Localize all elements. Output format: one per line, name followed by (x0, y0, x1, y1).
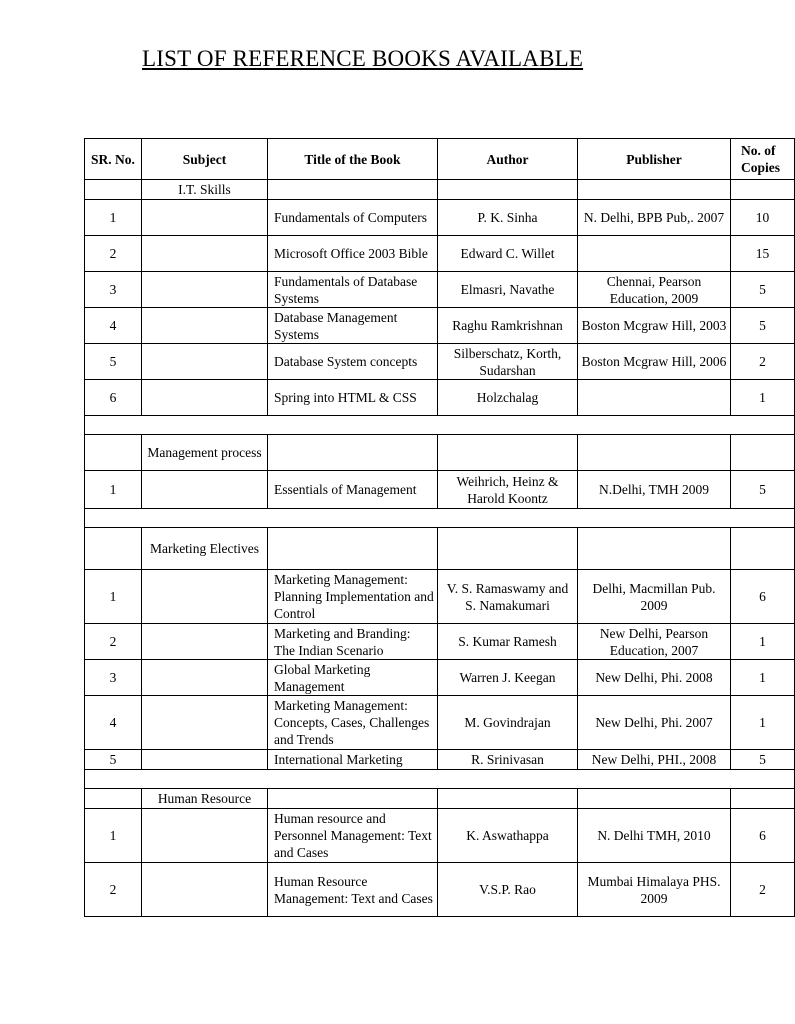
cell-copies: 5 (731, 272, 795, 308)
header-sr: SR. No. (85, 139, 142, 180)
cell-title: Marketing Management: Planning Implementation and Control (268, 570, 438, 624)
cell-author: Edward C. Willet (438, 236, 578, 272)
empty-cell (268, 528, 438, 570)
cell-copies: 6 (731, 570, 795, 624)
header-publisher: Publisher (578, 139, 731, 180)
cell-title: Fundamentals of Computers (268, 200, 438, 236)
cell-copies: 6 (731, 809, 795, 863)
cell-subject (142, 344, 268, 380)
cell-subject (142, 660, 268, 696)
cell-copies: 15 (731, 236, 795, 272)
empty-cell (438, 180, 578, 200)
empty-cell (731, 180, 795, 200)
empty-cell (578, 435, 731, 471)
empty-cell (578, 180, 731, 200)
subject-label: Marketing Electives (142, 528, 268, 570)
table-row (85, 236, 795, 272)
cell-subject (142, 200, 268, 236)
cell-publisher: N.Delhi, TMH 2009 (578, 471, 731, 509)
cell-copies: 10 (731, 200, 795, 236)
table-row (85, 200, 795, 236)
table-row (85, 696, 795, 750)
cell-copies: 1 (731, 660, 795, 696)
cell-sr: 1 (85, 471, 142, 509)
table-row (85, 380, 795, 416)
table-row (85, 272, 795, 308)
cell-title: Marketing and Branding: The Indian Scenario (268, 624, 438, 660)
cell-sr: 1 (85, 200, 142, 236)
table-row (85, 624, 795, 660)
cell-author: Weihrich, Heinz & Harold Koontz (438, 471, 578, 509)
separator-cell (85, 770, 795, 789)
cell-title: International Marketing (268, 750, 438, 770)
cell-subject (142, 236, 268, 272)
cell-author: Warren J. Keegan (438, 660, 578, 696)
cell-subject (142, 308, 268, 344)
cell-author: K. Aswathappa (438, 809, 578, 863)
table-row (85, 750, 795, 770)
cell-title: Fundamentals of Database Systems (268, 272, 438, 308)
cell-sr: 4 (85, 308, 142, 344)
cell-subject (142, 809, 268, 863)
table-row (85, 471, 795, 509)
cell-author: Raghu Ramkrishnan (438, 308, 578, 344)
empty-cell (85, 435, 142, 471)
header-author: Author (438, 139, 578, 180)
subject-label: I.T. Skills (142, 180, 268, 200)
cell-sr: 6 (85, 380, 142, 416)
cell-author: V.S.P. Rao (438, 863, 578, 917)
cell-sr: 5 (85, 750, 142, 770)
cell-copies: 5 (731, 471, 795, 509)
cell-title: Human resource and Personnel Management: Text and Cases (268, 809, 438, 863)
cell-subject (142, 380, 268, 416)
cell-copies: 1 (731, 380, 795, 416)
cell-subject (142, 471, 268, 509)
cell-subject (142, 624, 268, 660)
empty-cell (731, 528, 795, 570)
header-subject: Subject (142, 139, 268, 180)
separator-row (85, 770, 795, 789)
empty-cell (85, 180, 142, 200)
subject-label: Management process (142, 435, 268, 471)
subject-row (85, 789, 795, 809)
cell-author: Silberschatz, Korth, Sudarshan (438, 344, 578, 380)
empty-cell (438, 435, 578, 471)
cell-title: Essentials of Management (268, 471, 438, 509)
cell-author: P. K. Sinha (438, 200, 578, 236)
cell-copies: 1 (731, 696, 795, 750)
cell-subject (142, 696, 268, 750)
cell-sr: 4 (85, 696, 142, 750)
table-row (85, 308, 795, 344)
cell-publisher: Delhi, Macmillan Pub. 2009 (578, 570, 731, 624)
cell-publisher: N. Delhi, BPB Pub,. 2007 (578, 200, 731, 236)
cell-sr: 2 (85, 624, 142, 660)
cell-sr: 1 (85, 570, 142, 624)
table-row (85, 863, 795, 917)
cell-publisher (578, 380, 731, 416)
cell-subject (142, 863, 268, 917)
cell-publisher (578, 236, 731, 272)
header-copies: No. of Copies (731, 139, 795, 180)
cell-publisher: Mumbai Himalaya PHS. 2009 (578, 863, 731, 917)
empty-cell (85, 789, 142, 809)
subject-row (85, 435, 795, 471)
cell-copies: 1 (731, 624, 795, 660)
cell-copies: 5 (731, 308, 795, 344)
subject-row (85, 180, 795, 200)
separator-cell (85, 416, 795, 435)
cell-publisher: New Delhi, Phi. 2008 (578, 660, 731, 696)
cell-publisher: Boston Mcgraw Hill, 2006 (578, 344, 731, 380)
books-table (84, 138, 795, 917)
cell-publisher: N. Delhi TMH, 2010 (578, 809, 731, 863)
table-row (85, 660, 795, 696)
cell-author: Elmasri, Navathe (438, 272, 578, 308)
empty-cell (268, 180, 438, 200)
cell-publisher: New Delhi, PHI., 2008 (578, 750, 731, 770)
table-row (85, 570, 795, 624)
page-title: LIST OF REFERENCE BOOKS AVAILABLE (142, 46, 584, 71)
cell-title: Human Resource Management: Text and Cases (268, 863, 438, 917)
cell-sr: 5 (85, 344, 142, 380)
cell-title: Microsoft Office 2003 Bible (268, 236, 438, 272)
cell-publisher: New Delhi, Pearson Education, 2007 (578, 624, 731, 660)
empty-cell (85, 528, 142, 570)
separator-row (85, 509, 795, 528)
cell-sr: 2 (85, 863, 142, 917)
cell-title: Database System concepts (268, 344, 438, 380)
empty-cell (268, 789, 438, 809)
cell-subject (142, 570, 268, 624)
cell-subject (142, 272, 268, 308)
cell-subject (142, 750, 268, 770)
cell-author: M. Govindrajan (438, 696, 578, 750)
table-row (85, 344, 795, 380)
cell-publisher: Boston Mcgraw Hill, 2003 (578, 308, 731, 344)
cell-sr: 3 (85, 660, 142, 696)
empty-cell (438, 789, 578, 809)
header-title: Title of the Book (268, 139, 438, 180)
cell-title: Database Management Systems (268, 308, 438, 344)
cell-title: Marketing Management: Concepts, Cases, Challenges and Trends (268, 696, 438, 750)
empty-cell (268, 435, 438, 471)
empty-cell (438, 528, 578, 570)
cell-copies: 2 (731, 344, 795, 380)
cell-copies: 2 (731, 863, 795, 917)
table-row (85, 809, 795, 863)
empty-cell (731, 435, 795, 471)
separator-row (85, 416, 795, 435)
cell-author: V. S. Ramaswamy and S. Namakumari (438, 570, 578, 624)
cell-title: Spring into HTML & CSS (268, 380, 438, 416)
empty-cell (578, 528, 731, 570)
cell-sr: 1 (85, 809, 142, 863)
cell-author: R. Srinivasan (438, 750, 578, 770)
separator-cell (85, 509, 795, 528)
cell-author: Holzchalag (438, 380, 578, 416)
cell-sr: 2 (85, 236, 142, 272)
cell-copies: 5 (731, 750, 795, 770)
empty-cell (731, 789, 795, 809)
cell-publisher: New Delhi, Phi. 2007 (578, 696, 731, 750)
header-row (85, 139, 795, 180)
cell-sr: 3 (85, 272, 142, 308)
empty-cell (578, 789, 731, 809)
subject-row (85, 528, 795, 570)
cell-title: Global Marketing Management (268, 660, 438, 696)
cell-publisher: Chennai, Pearson Education, 2009 (578, 272, 731, 308)
subject-label: Human Resource (142, 789, 268, 809)
cell-author: S. Kumar Ramesh (438, 624, 578, 660)
